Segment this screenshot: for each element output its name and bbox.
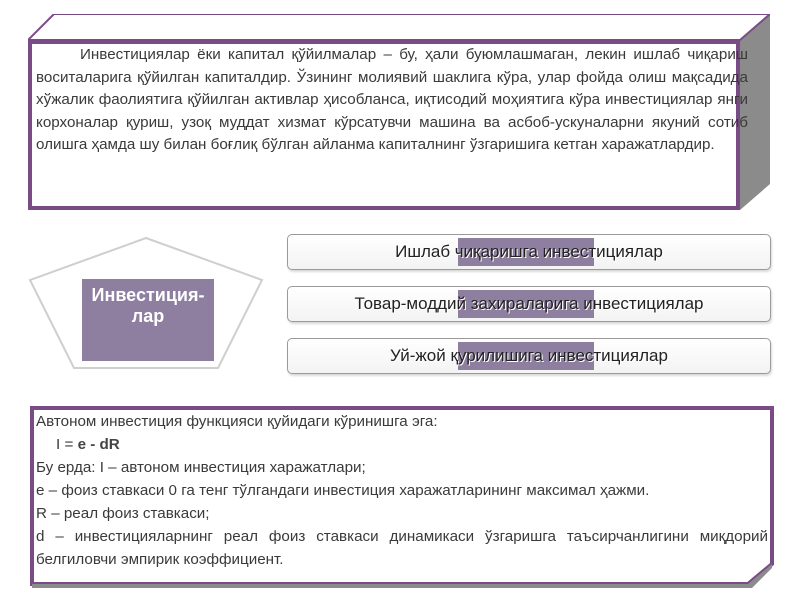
category-inventory xyxy=(287,286,771,322)
category-production-label: Ишлаб чиқаришга инвестициялар xyxy=(395,242,663,261)
function-text xyxy=(36,410,768,571)
function-intro: Автоном инвестиция функцияси қуйидаги кўринишга эга: xyxy=(36,413,438,430)
definition-line-e: е – фоиз ставкаси 0 га тенг тўлгандаги инвестиция харажатларининг максимал ҳажми. xyxy=(36,482,650,499)
formula-lhs: I xyxy=(56,436,61,453)
definition-line-d: d – инвестицияларнинг реал фоиз ставкаси динамикаси ўзгаришга таъсирчанлигини миқдорий белгиловчи эмпирик коэффициент. xyxy=(36,528,768,568)
definition-line-r: R – реал фоиз ставкаси; xyxy=(36,505,210,522)
definition-text: Инвестициялар ёки капитал қўйилмалар – бу, ҳали буюмлашмаган, лекин ишлаб чиқариш воситаларига қўйилган капиталдир. Ўзининг молиявий шаклига кўра, улар фойда олиш мақсадида хўжалик фаолиятига қўйилган активлар ҳисобланса, иқтисодий моҳиятига кўра инвестициялар янги корхоналар қуриш, узоқ муддат хизмат кўрсатувчи машина ва асбоб-ускуналарни якуний сотиб олишга ҳамда шу билан боғлиқ бўлган айланма капиталнинг ўзгаришига кетган харажатлардир. xyxy=(36,46,748,153)
formula-rhs: e - dR xyxy=(77,436,120,453)
category-housing xyxy=(287,338,771,374)
category-housing-label: Уй-жой қурилишига инвестициялар xyxy=(390,346,668,365)
definition-line-i: Бу ерда: I – автоном инвестиция харажатлари; xyxy=(36,459,366,476)
category-production xyxy=(287,234,771,270)
category-inventory-label: Товар-моддий захираларига инвестициялар xyxy=(354,294,704,313)
investments-label: Инвестиция-лар xyxy=(82,279,214,361)
function-formula: I = e - dR xyxy=(56,436,120,453)
